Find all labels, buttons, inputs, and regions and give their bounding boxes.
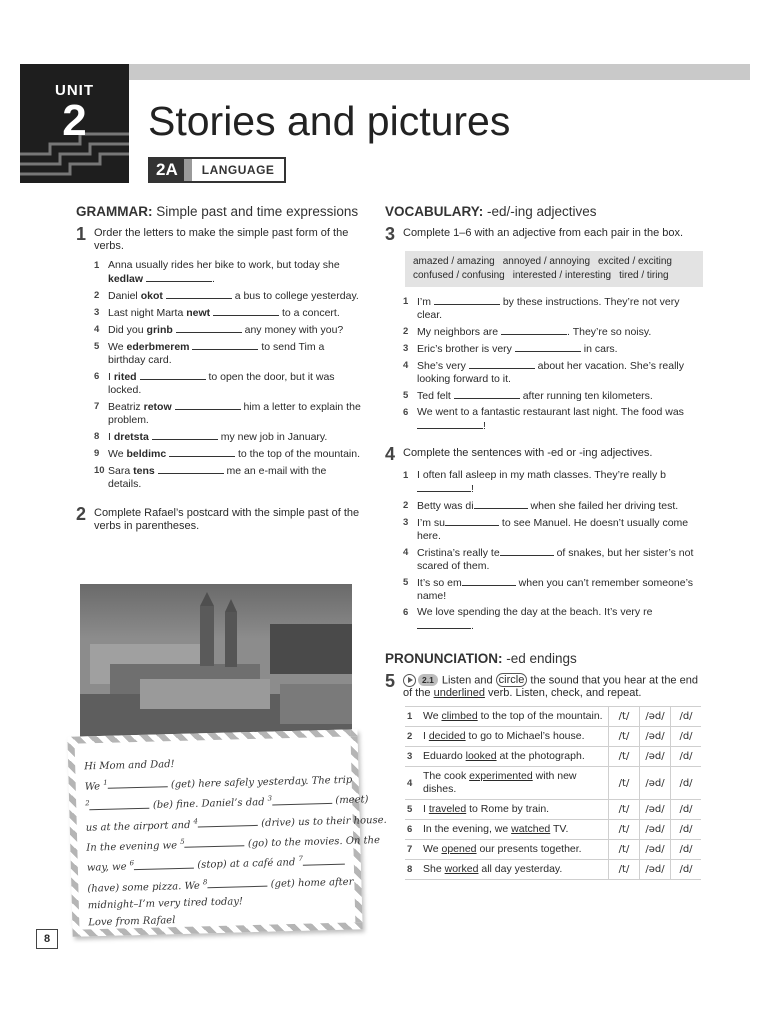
item-text: I’m by these instructions. They’re not very clear. — [417, 296, 680, 321]
answer-blank[interactable] — [469, 359, 535, 369]
answer-blank[interactable] — [500, 546, 554, 556]
list-item — [403, 359, 703, 386]
sound-option[interactable]: /t/ — [609, 860, 640, 880]
vocabulary-heading: VOCABULARY: -ed/-ing adjectives — [385, 204, 597, 219]
item-number: 2 — [403, 326, 409, 337]
item-number: 1 — [403, 296, 409, 307]
item-number: 4 — [403, 547, 409, 558]
list-item — [94, 306, 361, 320]
word-box — [405, 251, 703, 287]
list-item — [94, 289, 361, 303]
table-row — [405, 707, 701, 727]
badge-divider — [184, 159, 192, 181]
pronunciation-heading: PRONUNCIATION: -ed endings — [385, 651, 577, 666]
answer-blank[interactable] — [474, 499, 528, 509]
postcard-text: Hi Mom and Dad! We $^1$ (get) here safely yesterday. The trip $^2$ (be) fine. Daniel’s dad $^3$ (meet) us at the airport and $^4$ (drive) us to their house. In the evening we $^5$ (go) to the movies. On the way, we $^6$ (stop) at a café and $^7$ (have) some pizza. We $^8$ (get) home after midnight–I’m very tired today! Love from Rafael — [84, 759, 387, 929]
table-row — [405, 860, 701, 880]
table-row — [405, 727, 701, 747]
list-item — [403, 516, 703, 543]
list-item — [94, 430, 361, 444]
item-number: 2 — [403, 500, 409, 511]
answer-blank[interactable] — [169, 447, 235, 457]
list-item — [403, 469, 703, 496]
item-text: Daniel okot a bus to college yesterday. — [108, 290, 359, 302]
item-text: I dretsta my new job in January. — [108, 431, 328, 443]
row-number: 5 — [405, 800, 421, 820]
answer-blank[interactable] — [515, 342, 581, 352]
row-sentence: We opened our presents together. — [421, 840, 609, 860]
item-text: I rited to open the door, but it was locked. — [108, 371, 335, 396]
lesson-code: 2A — [150, 159, 184, 181]
item-number: 5 — [403, 577, 409, 588]
answer-blank[interactable] — [192, 340, 258, 350]
row-sentence: I decided to go to Michael’s house. — [421, 727, 609, 747]
exercise-4-items — [403, 469, 703, 633]
sound-option[interactable]: /əd/ — [640, 840, 671, 860]
sound-option[interactable]: /əd/ — [640, 747, 671, 767]
item-number: 4 — [94, 324, 100, 335]
item-number: 7 — [94, 401, 100, 412]
grammar-section — [76, 204, 361, 533]
sound-option[interactable]: /t/ — [609, 820, 640, 840]
exercise-3: 3 Complete 1–6 with an adjective from each pair in the box. — [385, 224, 684, 244]
list-item — [403, 406, 703, 433]
sound-option[interactable]: /t/ — [609, 767, 640, 800]
item-text: We ederbmerem to send Tim a birthday card. — [108, 341, 325, 366]
row-sentence: I traveled to Rome by train. — [421, 800, 609, 820]
list-item — [94, 259, 361, 286]
item-text: I’m su to see Manuel. He doesn’t usually come here. — [417, 517, 689, 542]
item-number: 6 — [94, 371, 100, 382]
table-row — [405, 800, 701, 820]
answer-blank[interactable] — [417, 482, 471, 492]
sound-option[interactable]: /d/ — [671, 800, 702, 820]
page-title: Stories and pictures — [148, 98, 511, 144]
row-number: 8 — [405, 860, 421, 880]
word-pair: tired / tiring — [619, 270, 669, 281]
row-number: 3 — [405, 747, 421, 767]
sound-option[interactable]: /əd/ — [640, 800, 671, 820]
answer-blank[interactable] — [166, 289, 232, 299]
item-text: I often fall asleep in my math classes. They’re really b! — [417, 469, 667, 495]
word-pair: interested / interesting — [512, 270, 612, 281]
answer-blank[interactable] — [176, 323, 242, 333]
word-pair: confused / confusing — [413, 270, 505, 281]
answer-blank[interactable] — [175, 400, 241, 410]
sound-option[interactable]: /t/ — [609, 800, 640, 820]
answer-blank[interactable] — [146, 272, 212, 282]
list-item — [403, 325, 703, 339]
header-bar — [129, 64, 750, 80]
unit-box — [20, 64, 129, 183]
answer-blank[interactable] — [445, 516, 499, 526]
sound-option[interactable]: /əd/ — [640, 860, 671, 880]
row-sentence: She worked all day yesterday. — [421, 860, 609, 880]
table-row — [405, 820, 701, 840]
word-pair: amazed / amazing — [413, 256, 495, 267]
item-number: 5 — [94, 341, 100, 352]
oxford-photo — [80, 584, 352, 747]
list-item — [403, 295, 703, 322]
answer-blank[interactable] — [140, 370, 206, 380]
answer-blank[interactable] — [213, 306, 279, 316]
postcard — [67, 729, 387, 937]
item-text: Eric’s brother is very in cars. — [417, 343, 618, 355]
list-item — [403, 342, 703, 356]
answer-blank[interactable] — [434, 295, 500, 305]
sound-option[interactable]: /t/ — [609, 707, 640, 727]
sound-option[interactable]: /t/ — [609, 747, 640, 767]
table-row — [405, 767, 701, 800]
item-number: 3 — [94, 307, 100, 318]
right-column — [385, 204, 703, 880]
answer-blank[interactable] — [158, 464, 224, 474]
list-item — [403, 606, 703, 633]
item-text: Ted felt after running ten kilometers. — [417, 390, 653, 402]
sound-option[interactable]: /t/ — [609, 840, 640, 860]
audio-play-icon[interactable] — [403, 674, 416, 687]
sound-option[interactable]: /t/ — [609, 727, 640, 747]
exercise-4: 4 Complete the sentences with -ed or -ing adjectives. — [385, 444, 653, 464]
row-number: 6 — [405, 820, 421, 840]
item-number: 1 — [94, 260, 100, 271]
item-number: 2 — [94, 290, 100, 301]
item-number: 10 — [94, 465, 105, 476]
row-sentence: The cook experimented with new dishes. — [421, 767, 609, 800]
list-item — [403, 499, 703, 513]
list-item — [403, 576, 703, 603]
item-number: 5 — [403, 390, 409, 401]
list-item — [94, 447, 361, 461]
sound-option[interactable]: /d/ — [671, 747, 702, 767]
item-text: My neighbors are . They’re so noisy. — [417, 326, 652, 338]
item-text: Did you grinb any money with you? — [108, 324, 344, 336]
page-number: 8 — [36, 929, 58, 949]
sound-option[interactable]: /əd/ — [640, 767, 671, 800]
item-number: 6 — [403, 607, 409, 618]
answer-blank[interactable] — [152, 430, 218, 440]
sound-option[interactable]: /əd/ — [640, 707, 671, 727]
answer-blank[interactable] — [462, 576, 516, 586]
item-number: 4 — [403, 360, 409, 371]
row-sentence: In the evening, we watched TV. — [421, 820, 609, 840]
word-pair: excited / exciting — [598, 256, 672, 267]
lesson-badge — [148, 157, 286, 183]
track-number: 2.1 — [418, 674, 438, 686]
item-text: Beatriz retow him a letter to explain the problem. — [108, 401, 361, 426]
exercise-2: 2 Complete Rafael’s postcard with the simple past of the verbs in parentheses. — [76, 504, 360, 532]
answer-blank[interactable] — [417, 619, 471, 629]
answer-blank[interactable] — [454, 389, 520, 399]
row-number: 4 — [405, 767, 421, 800]
list-item — [94, 464, 361, 491]
table-row — [405, 747, 701, 767]
item-text: It’s so em when you can’t remember someone’s name! — [417, 577, 693, 602]
item-text: Sara tens me an e-mail with the details. — [108, 465, 327, 490]
grammar-heading: GRAMMAR: Simple past and time expressions — [76, 204, 359, 219]
item-text: Last night Marta newt to a concert. — [108, 307, 340, 319]
sound-option[interactable]: /d/ — [671, 727, 702, 747]
lesson-type: LANGUAGE — [201, 163, 275, 177]
item-text: We went to a fantastic restaurant last night. The food was ! — [417, 406, 684, 432]
sound-option[interactable]: /d/ — [671, 860, 702, 880]
list-item — [403, 546, 703, 573]
unit-number: 2 — [62, 96, 87, 145]
list-item — [94, 340, 361, 367]
item-text: We love spending the day at the beach. It’s very re. — [417, 606, 653, 632]
exercise-1: 1 Order the letters to make the simple past form of the verbs. — [76, 224, 349, 252]
item-text: We beldimc to the top of the mountain. — [108, 448, 361, 460]
exercise-3-items — [403, 295, 703, 433]
unit-label: UNIT — [55, 82, 94, 99]
row-sentence: Eduardo looked at the photograph. — [421, 747, 609, 767]
item-number: 8 — [94, 431, 100, 442]
row-sentence: We climbed to the top of the mountain. — [421, 707, 609, 727]
sound-option[interactable]: /d/ — [671, 820, 702, 840]
item-text: Cristina’s really te of snakes, but her sister’s not scared of them. — [417, 547, 694, 572]
exercise-1-items — [94, 259, 361, 491]
item-number: 3 — [403, 517, 409, 528]
item-number: 1 — [403, 470, 409, 481]
answer-blank[interactable] — [501, 325, 567, 335]
row-number: 7 — [405, 840, 421, 860]
table-row — [405, 840, 701, 860]
answer-blank[interactable] — [417, 419, 483, 429]
item-number: 9 — [94, 448, 100, 459]
item-number: 3 — [403, 343, 409, 354]
word-pair: annoyed / annoying — [502, 256, 591, 267]
item-number: 6 — [403, 407, 409, 418]
sound-option[interactable]: /d/ — [671, 707, 702, 727]
sound-option[interactable]: /əd/ — [640, 727, 671, 747]
item-text: She’s very about her vacation. She’s really looking forward to it. — [417, 360, 684, 385]
row-number: 1 — [405, 707, 421, 727]
item-text: Betty was di when she failed her driving test. — [417, 500, 679, 512]
sound-option[interactable]: /d/ — [671, 840, 702, 860]
sound-option[interactable]: /d/ — [671, 767, 702, 800]
exercise-5: 5 2.1 Listen and circle the sound that you hear at the end of the underlined verb. Listen, check, and repeat. — [385, 671, 698, 700]
list-item — [94, 370, 361, 397]
sound-option[interactable]: /əd/ — [640, 820, 671, 840]
pronunciation-table — [405, 706, 701, 880]
item-text: Anna usually rides her bike to work, but today she kedlaw . — [108, 259, 340, 285]
list-item — [94, 400, 361, 427]
list-item — [403, 389, 703, 403]
list-item — [94, 323, 361, 337]
row-number: 2 — [405, 727, 421, 747]
